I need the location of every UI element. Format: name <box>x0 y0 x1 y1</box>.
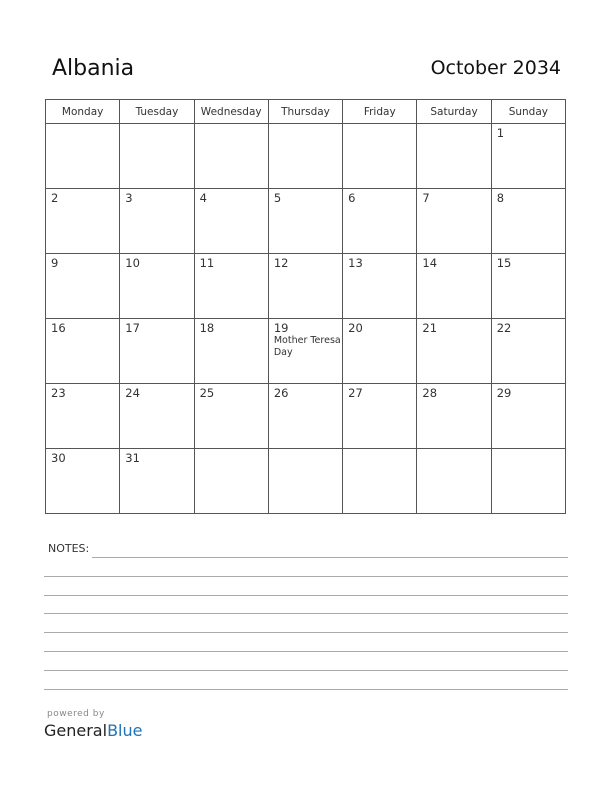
day-number: 11 <box>199 256 215 270</box>
day-cell <box>46 254 120 319</box>
week-row <box>46 189 566 254</box>
day-cell <box>268 124 342 189</box>
day-cell <box>491 254 565 319</box>
day-cell <box>491 319 565 384</box>
note-line <box>44 651 568 652</box>
note-line <box>44 670 568 671</box>
day-number: 20 <box>348 321 363 335</box>
day-cell <box>194 124 268 189</box>
day-cell <box>194 189 268 254</box>
day-number: 23 <box>51 386 66 400</box>
day-cell <box>120 384 194 449</box>
note-line <box>44 613 568 614</box>
day-cell <box>491 189 565 254</box>
day-cell <box>46 449 120 514</box>
day-number: 3 <box>125 191 133 205</box>
day-cell <box>491 124 565 189</box>
week-row <box>46 384 566 449</box>
day-cell <box>120 189 194 254</box>
powered-by-text: powered by <box>47 709 105 719</box>
day-cell <box>417 449 491 514</box>
day-cell <box>417 189 491 254</box>
week-row <box>46 319 566 384</box>
day-cell <box>46 384 120 449</box>
day-cell <box>194 319 268 384</box>
calendar-grid <box>45 99 566 514</box>
day-cell <box>194 254 268 319</box>
day-number: 9 <box>51 256 59 270</box>
day-number: 12 <box>273 256 289 270</box>
day-number: 24 <box>125 386 140 400</box>
day-number: 17 <box>125 321 140 335</box>
weekday-header: Saturday <box>417 100 491 124</box>
holiday-label: Mother Teresa Day <box>273 335 341 358</box>
day-cell <box>268 449 342 514</box>
day-cell <box>120 449 194 514</box>
day-number: 6 <box>348 191 356 205</box>
day-cell <box>417 384 491 449</box>
notes-label: NOTES: <box>48 542 90 555</box>
weekday-header: Wednesday <box>194 100 268 124</box>
day-number: 31 <box>125 451 140 465</box>
day-cell <box>417 319 491 384</box>
day-cell <box>491 384 565 449</box>
day-number: 15 <box>496 256 512 270</box>
note-line <box>44 689 568 690</box>
brand-blue: Blue <box>107 721 143 740</box>
day-cell <box>194 384 268 449</box>
day-cell <box>417 254 491 319</box>
day-cell <box>46 319 120 384</box>
day-number: 22 <box>496 321 512 335</box>
day-number: 1 <box>496 126 505 140</box>
day-cell <box>268 254 342 319</box>
country-title: Albania <box>52 56 135 81</box>
note-line <box>92 557 568 558</box>
week-row <box>46 124 566 189</box>
day-cell <box>268 189 342 254</box>
day-cell <box>46 124 120 189</box>
day-cell <box>46 189 120 254</box>
day-number: 28 <box>422 386 438 400</box>
brand-logo <box>44 721 142 740</box>
day-number: 4 <box>199 191 207 205</box>
note-line <box>44 576 568 577</box>
day-cell <box>343 449 417 514</box>
day-cell <box>343 254 417 319</box>
day-cell <box>120 254 194 319</box>
day-number: 5 <box>273 191 282 205</box>
weekday-header: Tuesday <box>120 100 194 124</box>
day-cell <box>343 189 417 254</box>
weekday-header: Friday <box>343 100 417 124</box>
day-number: 29 <box>496 386 512 400</box>
day-cell <box>268 319 342 384</box>
note-line <box>44 595 568 596</box>
day-number: 14 <box>422 256 438 270</box>
day-cell <box>194 449 268 514</box>
month-title: October 2034 <box>430 57 561 79</box>
day-cell <box>120 319 194 384</box>
day-number: 21 <box>422 321 438 335</box>
day-cell <box>268 384 342 449</box>
day-cell <box>491 449 565 514</box>
day-cell <box>343 319 417 384</box>
day-number: 10 <box>125 256 140 270</box>
day-number: 13 <box>348 256 363 270</box>
day-cell <box>120 124 194 189</box>
week-row <box>46 254 566 319</box>
brand-general: General <box>44 721 108 740</box>
weekday-header: Monday <box>46 100 120 124</box>
week-row <box>46 449 566 514</box>
day-number: 16 <box>51 321 66 335</box>
day-number: 8 <box>496 191 505 205</box>
day-number: 27 <box>348 386 363 400</box>
day-number: 30 <box>51 451 66 465</box>
day-number: 2 <box>51 191 59 205</box>
day-cell <box>417 124 491 189</box>
day-cell <box>343 384 417 449</box>
note-line <box>44 632 568 633</box>
day-number: 26 <box>273 386 289 400</box>
day-number: 25 <box>199 386 215 400</box>
day-number: 19 <box>273 321 289 335</box>
day-number: 18 <box>199 321 215 335</box>
weekday-header: Sunday <box>491 100 565 124</box>
calendar-body <box>46 124 566 514</box>
weekday-header-row <box>46 100 566 124</box>
day-cell <box>343 124 417 189</box>
weekday-header: Thursday <box>268 100 342 124</box>
day-number: 7 <box>422 191 430 205</box>
